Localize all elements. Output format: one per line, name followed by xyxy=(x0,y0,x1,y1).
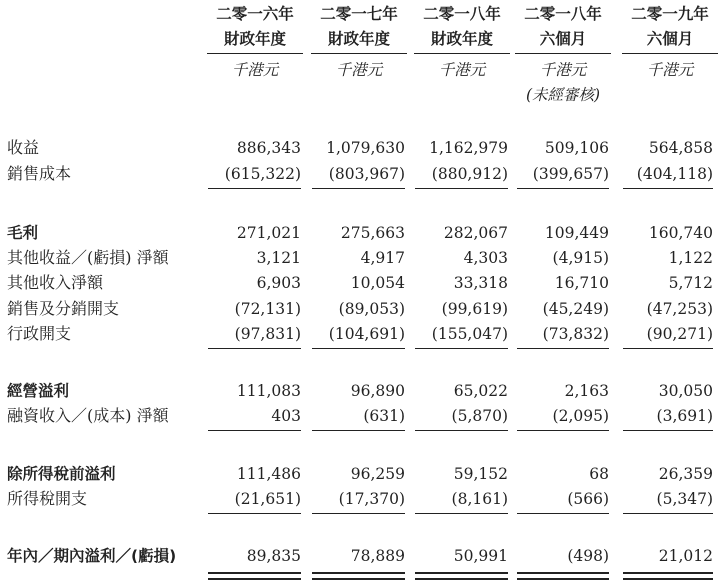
row-value: 5,712 xyxy=(668,274,713,292)
table-row xyxy=(0,269,726,297)
row-value: 1,079,630 xyxy=(326,139,405,157)
table-row xyxy=(0,485,726,513)
row-label: 除所得稅前溢利 xyxy=(7,465,116,483)
row-value: (89,053) xyxy=(338,300,405,318)
column-period-year: 二零一八年 xyxy=(423,5,501,23)
column-unit: 千港元 xyxy=(335,61,383,79)
row-value: 10,054 xyxy=(350,274,405,292)
column-header xyxy=(311,2,407,83)
table-row xyxy=(0,219,726,247)
column-period-type: 財政年度 xyxy=(414,27,510,54)
row-value: 6,903 xyxy=(256,274,301,292)
column-period-year: 二零一七年 xyxy=(320,5,398,23)
row-value: 50,991 xyxy=(453,547,508,565)
row-label: 行政開支 xyxy=(7,324,72,343)
row-value: (631) xyxy=(312,402,405,431)
double-underline xyxy=(208,572,301,580)
row-value: (47,253) xyxy=(646,300,713,318)
table-row xyxy=(0,460,726,488)
column-period-type: 六個月 xyxy=(622,27,718,54)
double-underline xyxy=(415,572,508,580)
row-label: 銷售及分銷開支 xyxy=(7,299,120,318)
row-label: 銷售成本 xyxy=(7,164,72,183)
row-value: (8,161) xyxy=(415,485,508,514)
row-value: (498) xyxy=(567,547,609,565)
row-value: 403 xyxy=(208,402,301,431)
row-value: (399,657) xyxy=(517,160,609,189)
column-unit: 千港元 xyxy=(646,61,694,79)
row-value: (17,370) xyxy=(312,485,405,514)
row-value: (90,271) xyxy=(623,320,713,349)
column-header xyxy=(515,2,611,108)
row-label: 所得稅開支 xyxy=(7,489,88,508)
row-value: 111,486 xyxy=(236,465,301,483)
row-value: 282,067 xyxy=(443,224,508,242)
row-value: 4,303 xyxy=(463,249,508,267)
row-value: (803,967) xyxy=(312,160,405,189)
row-value: (72,131) xyxy=(234,300,301,318)
row-value: 89,835 xyxy=(246,547,301,565)
row-value: 3,121 xyxy=(256,249,301,267)
column-unit: 千港元 xyxy=(231,61,279,79)
row-value: 68 xyxy=(589,465,609,483)
column-period-year: 二零一九年 xyxy=(631,5,709,23)
row-value: (97,831) xyxy=(208,320,301,349)
table-row xyxy=(0,542,726,570)
row-value: 26,359 xyxy=(658,465,713,483)
row-value: (99,619) xyxy=(441,300,508,318)
table-row xyxy=(0,134,726,162)
row-label: 融資收入／(成本) 淨額 xyxy=(7,406,169,425)
column-period-type: 六個月 xyxy=(515,27,611,54)
column-period-year: 二零一六年 xyxy=(216,5,294,23)
row-value: (5,347) xyxy=(623,485,713,514)
table-row xyxy=(0,402,726,430)
double-underline xyxy=(312,572,405,580)
column-period-type: 財政年度 xyxy=(207,27,303,54)
row-value: 275,663 xyxy=(340,224,405,242)
row-value: 509,106 xyxy=(544,139,609,157)
row-value: (73,832) xyxy=(517,320,609,349)
row-label: 其他收入淨額 xyxy=(7,273,104,292)
column-unit: 千港元 xyxy=(539,61,587,79)
row-value: (404,118) xyxy=(623,160,713,189)
row-label: 年內／期內溢利／(虧損) xyxy=(7,547,177,565)
column-header xyxy=(622,2,718,83)
table-row xyxy=(0,377,726,405)
row-label: 其他收益／(虧損) 淨額 xyxy=(7,248,169,267)
row-value: 160,740 xyxy=(648,224,713,242)
row-value: (5,870) xyxy=(415,402,508,431)
column-period-type: 財政年度 xyxy=(311,27,407,54)
row-value: 886,343 xyxy=(236,139,301,157)
row-value: (4,915) xyxy=(552,249,609,267)
row-label: 毛利 xyxy=(7,224,39,242)
row-value: 21,012 xyxy=(658,547,713,565)
column-header xyxy=(207,2,303,83)
table-row xyxy=(0,320,726,348)
row-value: (104,691) xyxy=(312,320,405,349)
column-header xyxy=(414,2,510,83)
row-value: (45,249) xyxy=(542,300,609,318)
table-row xyxy=(0,160,726,188)
row-label: 收益 xyxy=(7,138,40,157)
double-underline xyxy=(517,572,609,580)
row-value: 109,449 xyxy=(544,224,609,242)
row-label: 經營溢利 xyxy=(7,382,70,400)
row-value: 564,858 xyxy=(648,139,713,157)
column-unit: 千港元 xyxy=(438,61,486,79)
table-row xyxy=(0,244,726,272)
row-value: (3,691) xyxy=(623,402,713,431)
row-value: 16,710 xyxy=(554,274,609,292)
row-value: 78,889 xyxy=(350,547,405,565)
column-period-year: 二零一八年 xyxy=(524,5,602,23)
row-value: 65,022 xyxy=(453,382,508,400)
row-value: 1,122 xyxy=(668,249,713,267)
double-underline xyxy=(623,572,713,580)
row-value: (2,095) xyxy=(517,402,609,431)
row-value: 33,318 xyxy=(453,274,508,292)
column-audit-note: (未經審核) xyxy=(525,86,601,104)
row-value: (21,651) xyxy=(208,485,301,514)
row-value: 4,917 xyxy=(360,249,405,267)
row-value: (155,047) xyxy=(415,320,508,349)
row-value: 96,890 xyxy=(350,382,405,400)
row-value: (615,322) xyxy=(208,160,301,189)
row-value: 96,259 xyxy=(350,465,405,483)
row-value: 271,021 xyxy=(236,224,301,242)
row-value: 2,163 xyxy=(564,382,609,400)
row-value: 30,050 xyxy=(658,382,713,400)
row-value: (566) xyxy=(517,485,609,514)
row-value: (880,912) xyxy=(415,160,508,189)
row-value: 111,083 xyxy=(236,382,301,400)
row-value: 59,152 xyxy=(453,465,508,483)
row-value: 1,162,979 xyxy=(429,139,508,157)
table-row xyxy=(0,295,726,323)
